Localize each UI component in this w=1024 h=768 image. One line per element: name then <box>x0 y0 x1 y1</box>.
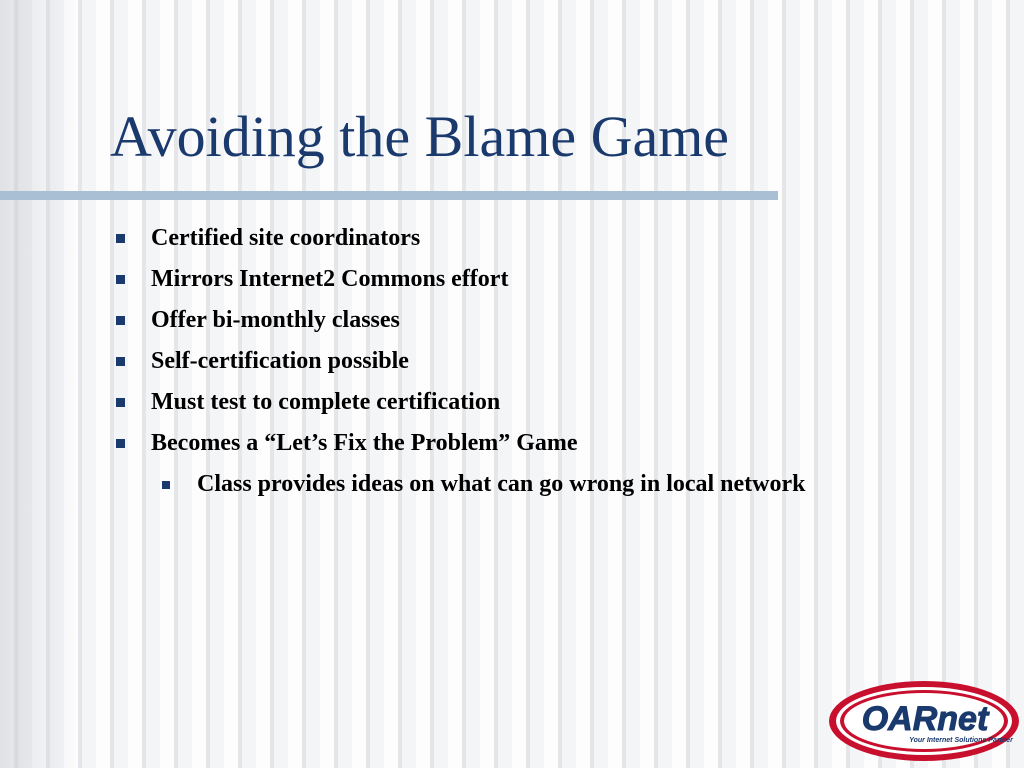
logo-tagline: Your Internet Solutions Partner <box>909 737 1013 744</box>
oarnet-logo <box>826 678 1022 764</box>
bullet-square-icon <box>116 357 125 366</box>
logo-wordmark: OARnet <box>861 700 989 738</box>
bullet-square-icon <box>162 481 170 489</box>
bullet-square-icon <box>116 234 125 243</box>
bullet-text: Class provides ideas on what can go wrong in local network <box>197 471 806 497</box>
bullet-square-icon <box>116 398 125 407</box>
background-shade <box>0 0 80 768</box>
bullet-text: Self-certification possible <box>151 348 409 374</box>
bullet-text: Mirrors Internet2 Commons effort <box>151 266 509 292</box>
slide-title: Avoiding the Blame Game <box>110 104 730 169</box>
bullet-square-icon <box>116 316 125 325</box>
bullet-text: Certified site coordinators <box>151 225 421 251</box>
bullet-square-icon <box>116 275 125 284</box>
bullet-text: Offer bi-monthly classes <box>151 307 400 333</box>
bullet-text: Becomes a “Let’s Fix the Problem” Game <box>151 430 578 456</box>
bullet-text: Must test to complete certification <box>151 389 501 415</box>
bullet-square-icon <box>116 439 125 448</box>
title-underline <box>0 191 778 200</box>
